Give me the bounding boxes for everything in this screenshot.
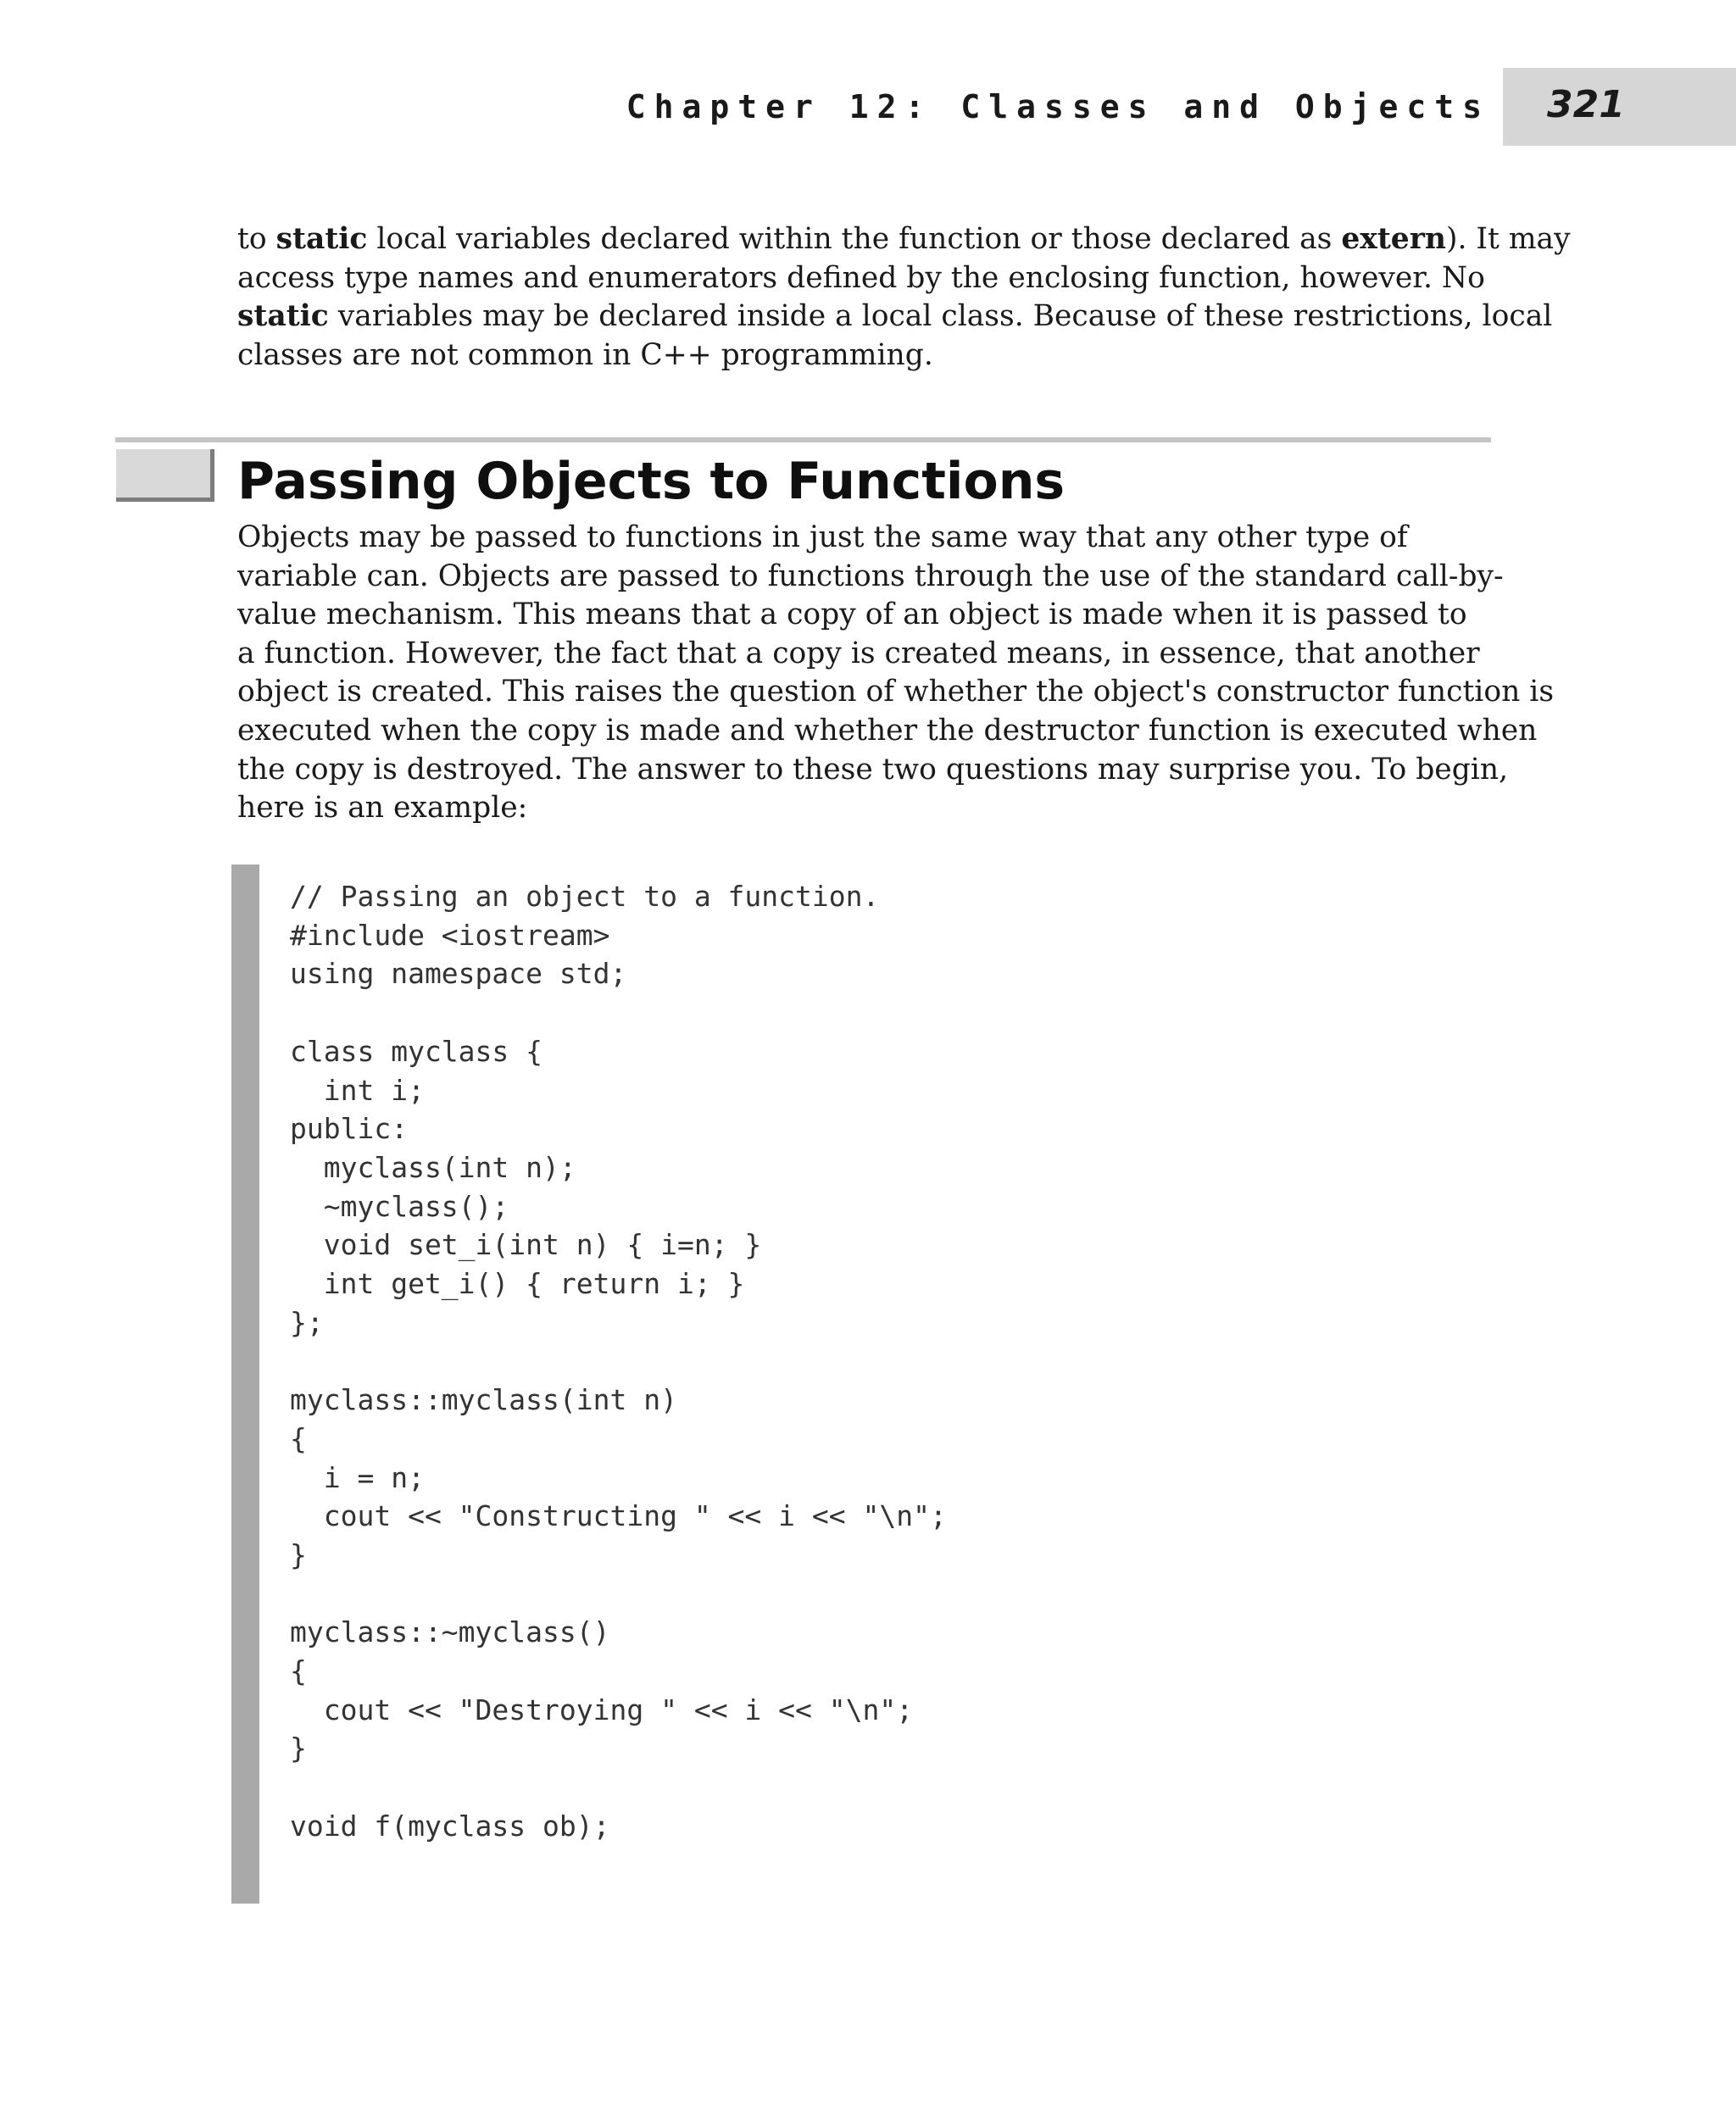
- paragraph-line: [237, 297, 1553, 336]
- code-listing: [290, 877, 947, 1846]
- text-run: variables may be declared inside a local class. Because of these restrictions, local: [328, 299, 1553, 334]
- keyword-static: static: [275, 222, 368, 256]
- paragraph-line: access type names and enumerators defined by the enclosing function, however. No: [237, 260, 1485, 295]
- section-marker-box: [116, 449, 214, 502]
- code-line: {: [290, 1421, 307, 1455]
- keyword-extern: extern: [1341, 222, 1446, 256]
- code-line: using namespace std;: [290, 957, 627, 991]
- code-line: myclass::myclass(int n): [290, 1383, 677, 1417]
- code-line: myclass::~myclass(): [290, 1615, 610, 1649]
- code-line: public:: [290, 1112, 409, 1146]
- paragraph-intro: [237, 519, 1555, 828]
- page-number: 321: [1547, 83, 1625, 126]
- code-line: }: [290, 1732, 307, 1765]
- running-header: Chapter 12: Classes and Objects: [626, 88, 1490, 125]
- code-line: int get_i() { return i; }: [290, 1267, 745, 1301]
- code-line: [290, 1768, 947, 1807]
- paragraph-top: [237, 220, 1571, 375]
- code-line: int i;: [290, 1073, 425, 1107]
- paragraph-line: value mechanism. This means that a copy of an object is made when it is passed to: [237, 598, 1467, 632]
- paragraph-line: executed when the copy is made and whether the destructor function is executed when: [237, 713, 1538, 748]
- code-line: {: [290, 1654, 307, 1688]
- code-line: i = n;: [290, 1460, 425, 1494]
- code-line: ~myclass();: [290, 1189, 509, 1223]
- text-run: local variables declared within the function or those declared as: [367, 222, 1342, 256]
- text-run: to: [237, 222, 276, 256]
- paragraph-line: classes are not common in C++ programming.: [237, 337, 933, 372]
- paragraph-line: [237, 220, 1571, 259]
- code-line: [290, 1342, 947, 1381]
- paragraph-line: Objects may be passed to functions in just the same way that any other type of: [237, 520, 1408, 554]
- code-line: };: [290, 1305, 324, 1339]
- code-line: cout << "Destroying " << i << "\n";: [290, 1693, 914, 1726]
- code-line: myclass(int n);: [290, 1150, 576, 1184]
- paragraph-line: here is an example:: [237, 791, 528, 826]
- page-number-tab: [1503, 68, 1736, 146]
- code-line: #include <iostream>: [290, 918, 610, 952]
- code-line: void f(myclass ob);: [290, 1809, 610, 1843]
- code-line: [290, 1575, 947, 1614]
- code-line: void set_i(int n) { i=n; }: [290, 1228, 762, 1262]
- code-line: // Passing an object to a function.: [290, 880, 880, 913]
- paragraph-line: variable can. Objects are passed to functions through the use of the standard call-by-: [237, 559, 1504, 593]
- code-line: [290, 993, 947, 1032]
- keyword-static: static: [237, 299, 329, 334]
- code-listing-bar: [231, 864, 259, 1904]
- code-line: }: [290, 1537, 307, 1571]
- paragraph-line: object is created. This raises the question of whether the object's constructor function is: [237, 675, 1555, 709]
- paragraph-line: a function. However, the fact that a copy is created means, in essence, that another: [237, 636, 1480, 670]
- text-run: ). It may: [1445, 222, 1571, 256]
- paragraph-line: the copy is destroyed. The answer to these two questions may surprise you. To begin,: [237, 752, 1509, 787]
- section-divider: [115, 437, 1491, 442]
- code-line: cout << "Constructing " << i << "\n";: [290, 1499, 947, 1533]
- code-line: class myclass {: [290, 1034, 543, 1068]
- section-title: Passing Objects to Functions: [237, 452, 1066, 511]
